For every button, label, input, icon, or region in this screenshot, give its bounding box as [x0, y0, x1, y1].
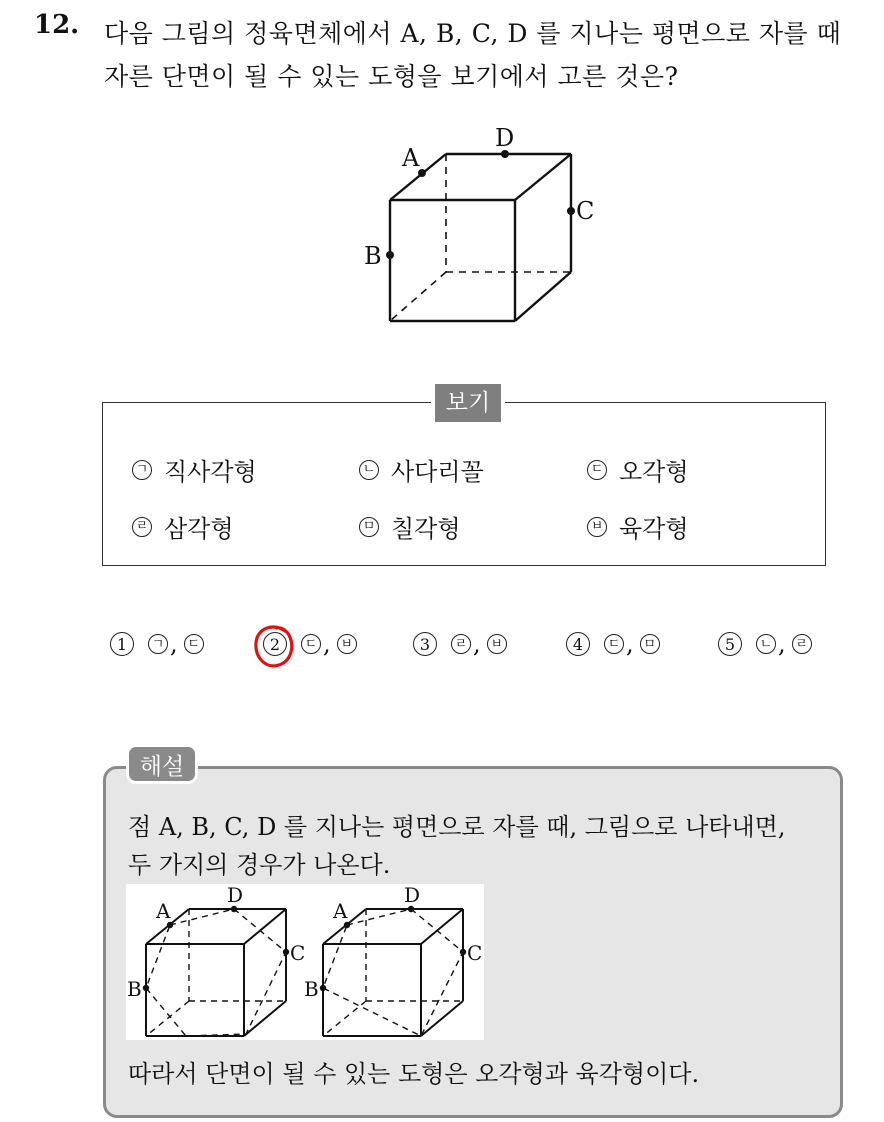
- bogi-text: 칠각형: [391, 515, 461, 543]
- bogi-text: 오각형: [619, 458, 689, 486]
- solution-text-line2: 두 가지의 경우가 나온다.: [128, 851, 391, 879]
- point-c: [567, 207, 575, 215]
- choice-5[interactable]: 5 ㄴ , ㄹ: [718, 630, 812, 658]
- bogi-mark: ㄱ: [132, 460, 152, 480]
- solution-title: 해설: [126, 744, 198, 784]
- bogi-item-3: [587, 452, 689, 487]
- choice-mark: ㅂ: [487, 634, 507, 654]
- bogi-title: 보기: [431, 384, 505, 422]
- bogi-text: 삼각형: [164, 515, 234, 543]
- sol-label-c2: C: [467, 941, 483, 965]
- choice-3[interactable]: 3 ㄹ , ㅂ: [413, 630, 507, 658]
- bogi-item-1: [132, 452, 257, 487]
- bogi-mark: ㅂ: [587, 517, 607, 537]
- choice-number: 2: [263, 632, 287, 656]
- point-b: [386, 251, 394, 259]
- bogi-mark: ㄴ: [359, 460, 379, 480]
- choice-mark: ㄹ: [792, 634, 812, 654]
- cube-figure: [350, 118, 610, 328]
- choice-mark: ㄹ: [451, 634, 471, 654]
- question-number: 12.: [34, 10, 80, 40]
- sol-label-a1: A: [156, 899, 171, 923]
- bogi-item-4: [132, 509, 234, 544]
- solution-text-line1: 점 A, B, C, D 를 지나는 평면으로 자를 때, 그림으로 나타내면,: [128, 813, 786, 841]
- choice-mark: ㅁ: [640, 634, 660, 654]
- choice-number: 1: [110, 632, 134, 656]
- choice-number: 5: [718, 632, 742, 656]
- question-text-line1: 다음 그림의 정육면체에서 A, B, C, D 를 지나는 평면으로 자를 때: [104, 19, 842, 48]
- label-d: D: [495, 124, 515, 152]
- choice-2[interactable]: 2 ㄷ , ㅂ: [263, 630, 357, 658]
- bogi-item-5: [359, 509, 461, 544]
- bogi-text: 사다리꼴: [391, 458, 484, 486]
- bogi-text: 육각형: [619, 515, 689, 543]
- choice-number: 4: [566, 632, 590, 656]
- sol-label-b2: B: [304, 977, 319, 1001]
- bogi-text: 직사각형: [164, 458, 257, 486]
- choice-mark: ㄷ: [184, 634, 204, 654]
- question-text-line2: 자른 단면이 될 수 있는 도형을 보기에서 고른 것은?: [104, 62, 679, 91]
- sol-label-c1: C: [290, 941, 306, 965]
- choice-4[interactable]: 4 ㄷ , ㅁ: [566, 630, 660, 658]
- solution-conclusion: 따라서 단면이 될 수 있는 도형은 오각형과 육각형이다.: [128, 1060, 700, 1088]
- choice-number: 3: [413, 632, 437, 656]
- choice-mark: ㄱ: [148, 634, 168, 654]
- sol-label-d1: D: [227, 884, 244, 907]
- label-b: B: [364, 242, 382, 270]
- bogi-item-6: [587, 509, 689, 544]
- bogi-mark: ㅁ: [359, 517, 379, 537]
- answer-mark-icon: [251, 621, 297, 673]
- choice-mark: ㄷ: [301, 634, 321, 654]
- choice-mark: ㅂ: [337, 634, 357, 654]
- choice-1[interactable]: 1 ㄱ , ㄷ: [110, 630, 204, 658]
- sol-label-d2: D: [404, 884, 421, 907]
- label-a: A: [402, 144, 420, 172]
- label-c: C: [576, 197, 595, 225]
- solution-figure: [126, 884, 484, 1040]
- sol-label-b1: B: [127, 977, 142, 1001]
- bogi-item-2: [359, 452, 484, 487]
- bogi-mark: ㄷ: [587, 460, 607, 480]
- choice-mark: ㄴ: [756, 634, 776, 654]
- sol-label-a2: A: [333, 899, 348, 923]
- choice-mark: ㄷ: [604, 634, 624, 654]
- bogi-mark: ㄹ: [132, 517, 152, 537]
